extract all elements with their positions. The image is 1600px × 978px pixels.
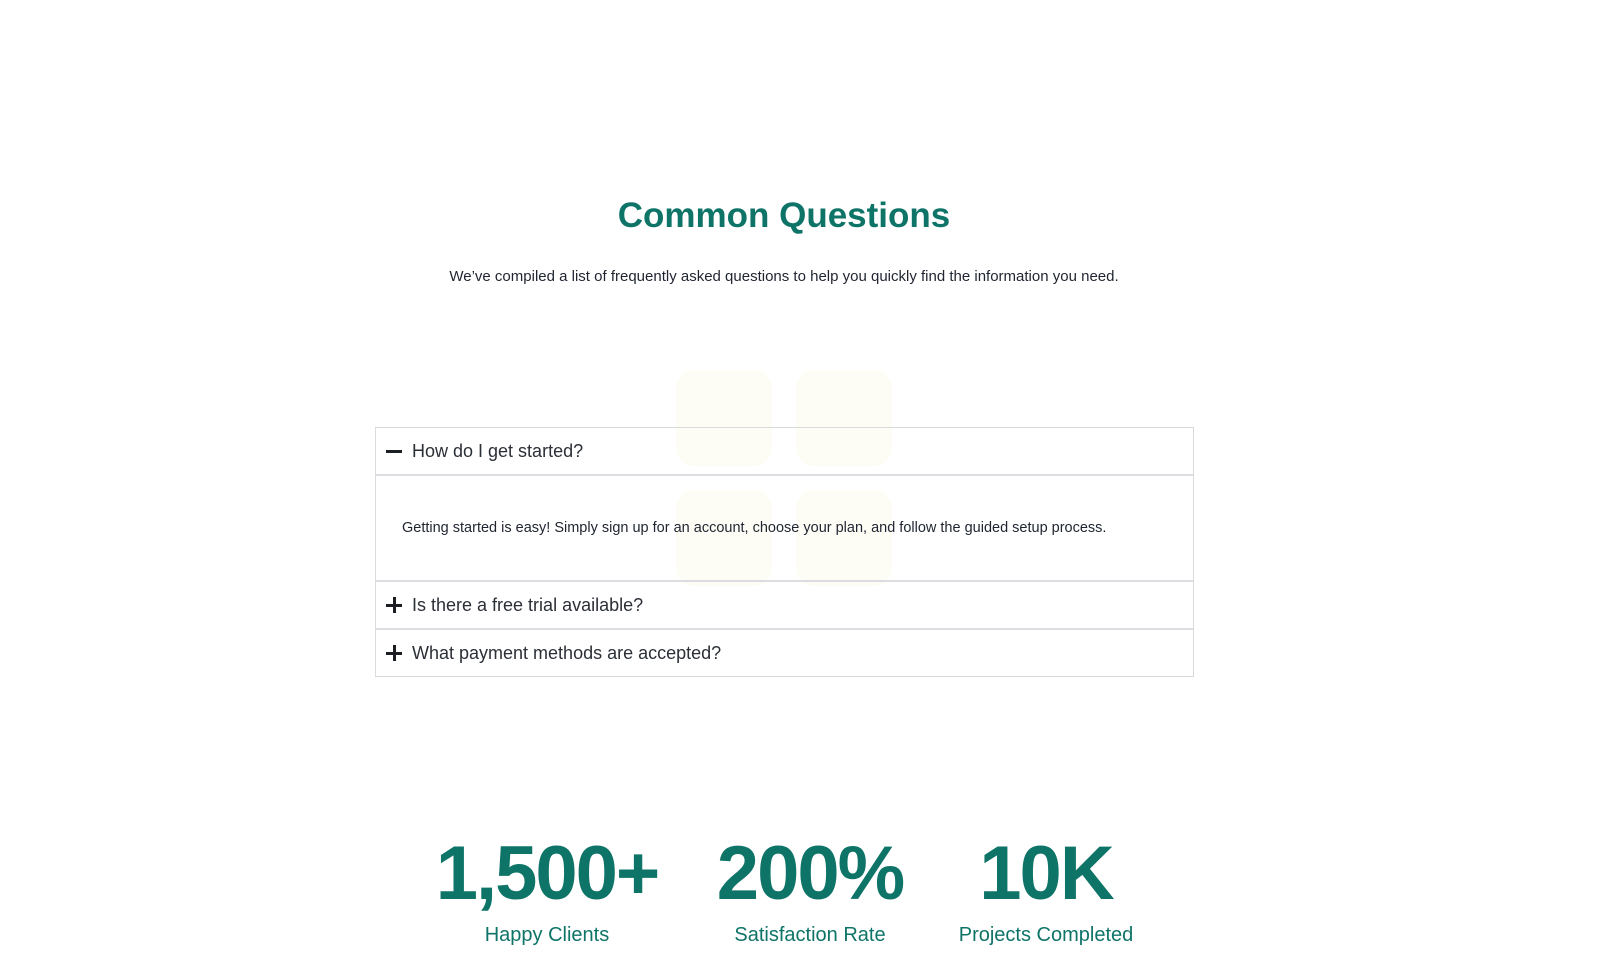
faq-accordion [375,427,1194,677]
faq-question-toggle[interactable] [376,428,1193,474]
faq-question: Is there a free trial available? [412,594,644,615]
faq-answer: Getting started is easy! Simply sign up for an account, choose your plan, and follow the guided setup process. [376,474,1193,580]
stat-happy-clients [417,832,677,947]
faq-item [376,630,1193,676]
section-subtitle: We’ve compiled a list of frequently asked questions to help you quickly find the information you need. [449,268,1119,285]
faq-question: How do I get started? [412,440,584,461]
stat-value: 200% [716,831,904,916]
stat-label: Projects Completed [958,924,1134,946]
faq-question-toggle[interactable] [376,630,1193,676]
faq-item [376,428,1193,582]
stat-label: Satisfaction Rate [734,924,886,946]
stat-label: Happy Clients [484,924,610,946]
plus-icon [386,597,402,613]
stat-value: 1,500+ [435,831,659,916]
faq-item [376,582,1193,630]
faq-question-toggle[interactable] [376,582,1193,628]
section-title: Common Questions [617,196,951,235]
faq-question: What payment methods are accepted? [412,642,722,663]
stat-satisfaction-rate [690,832,930,947]
stat-value: 10K [979,831,1113,916]
minus-icon [386,443,402,459]
stat-projects-completed [936,832,1156,947]
plus-icon [386,645,402,661]
